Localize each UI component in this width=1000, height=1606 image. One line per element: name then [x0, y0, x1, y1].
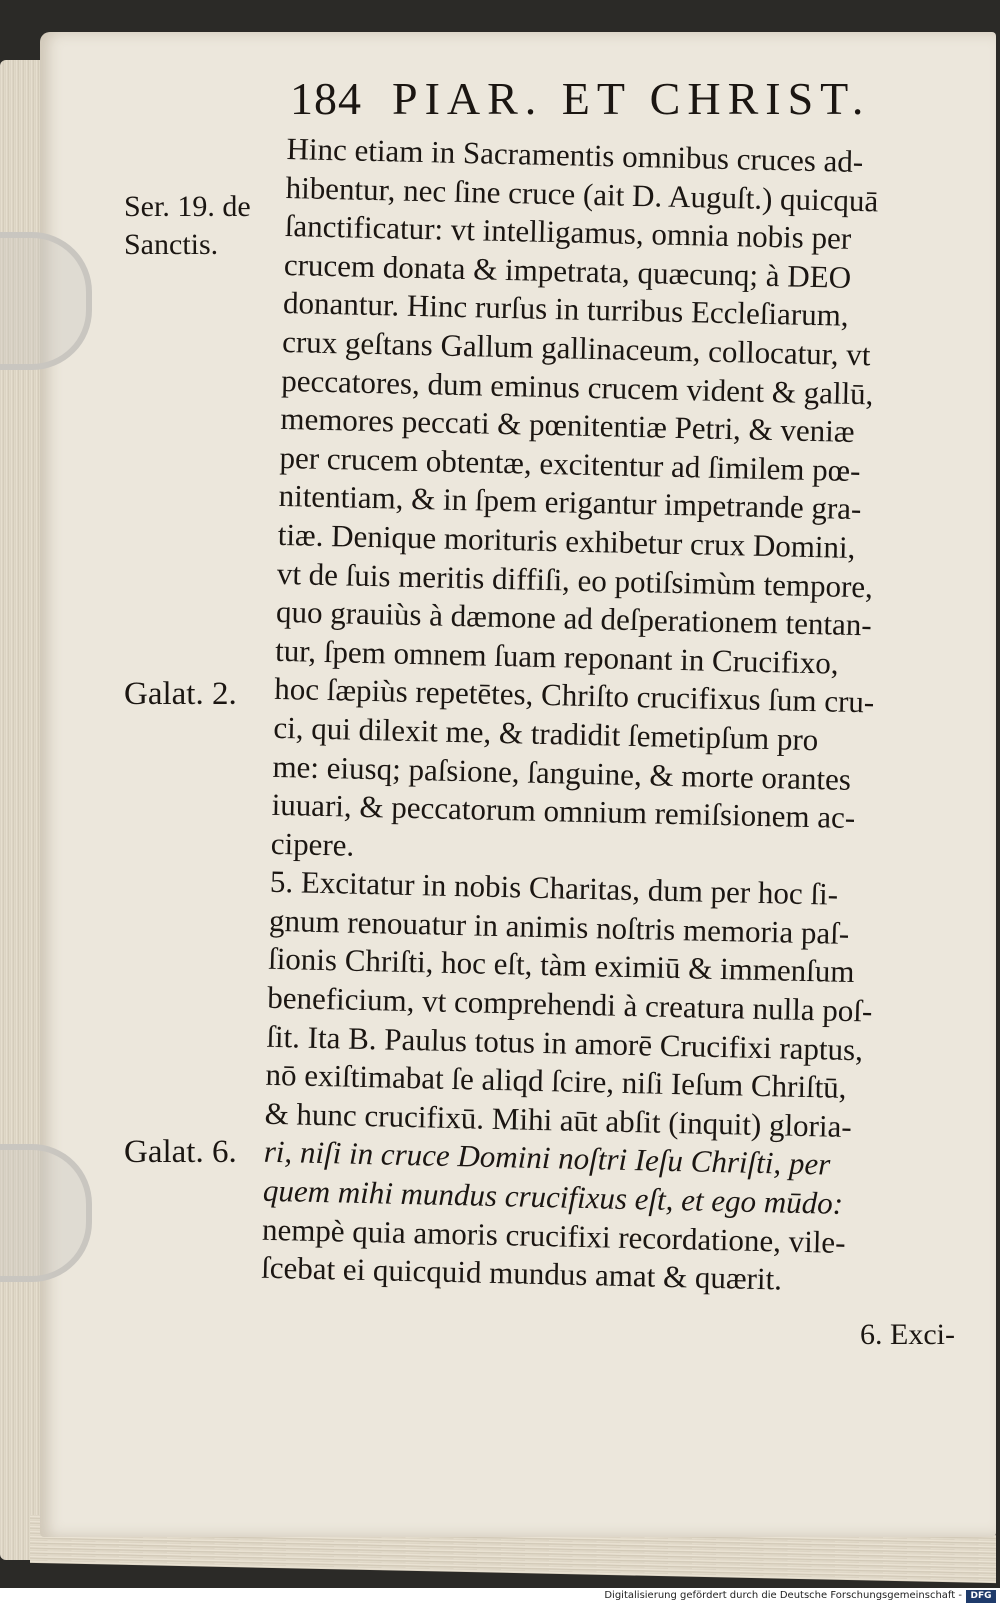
page-number: 184: [290, 73, 362, 124]
text-line-italic: quem mihi mundus crucifixus eſt, et ego mūdo:: [262, 1172, 844, 1221]
margin-note: Galat. 6.: [124, 1134, 237, 1170]
text-line: 5. Excitatur in nobis Charitas, dum per hoc ſi-: [269, 864, 839, 912]
dfg-logo: DFG: [966, 1590, 996, 1603]
text-line: iuuari, & peccatorum omnium remiſsionem ac-: [271, 786, 856, 836]
text-line: ci, qui dilexit me, & tradidit ſemetipſum pro: [273, 709, 819, 758]
margin-note: Galat. 2.: [124, 676, 237, 712]
text-line: memores peccati & pœnitentiæ Petri, & veniæ: [280, 401, 855, 450]
main-text-block: [261, 130, 977, 1303]
text-line: crux geſtans Gallum gallinaceum, collocatur, vt: [281, 323, 871, 373]
text-line: beneficium, vt comprehendi à creatura nulla poſ-: [266, 979, 873, 1029]
text-line: ſionis Chriſti, hoc eſt, tàm eximiū & immenſum: [267, 941, 855, 990]
text-line: per crucem obtentæ, excitentur ad ſimilem pœ-: [279, 439, 861, 488]
footer-credit: Digitalisierung gefördert durch die Deutsche Forschungsgemeinschaft -: [604, 1590, 962, 1601]
text-line: ſanctificatur: vt intelligamus, omnia nobis per: [284, 208, 852, 257]
margin-note: Sanctis.: [124, 228, 219, 261]
text-line: hibentur, nec ſine cruce (ait D. Auguſt.) quicquā: [285, 169, 879, 219]
text-line-italic: ri, niſi in cruce Domini noſtri Ieſu Chriſti, per: [263, 1134, 831, 1183]
text-line: ſcebat ei quicquid mundus amat & quærit.: [260, 1249, 783, 1297]
text-line: nempè quia amoris crucifixi recordatione, vile-: [261, 1211, 846, 1260]
running-title: PIAR. ET CHRIST.: [392, 73, 871, 124]
margin-note: Ser. 19. de: [124, 190, 251, 223]
text-line: vt de ſuis meritis diffiſi, eo potiſsimùm tempore,: [276, 555, 874, 604]
text-line: & hunc crucifixū. Mihi aūt abſit (inquit) gloria-: [264, 1095, 853, 1144]
text-line: crucem donata & impetrata, quæcunq; à DEO: [283, 246, 852, 295]
text-line: nitentiam, & in ſpem erigantur impetrande gra-: [278, 478, 862, 527]
running-head: [290, 72, 870, 125]
text-line: nō exiſtimabat ſe aliqd ſcire, niſi Ieſum Chriſtū,: [265, 1057, 847, 1106]
text-line: cipere.: [270, 825, 355, 863]
text-line: peccatores, dum eminus crucem vident & gallū,: [280, 362, 874, 411]
text-line: ſit. Ita B. Paulus totus in amorē Crucifixi raptus,: [266, 1018, 864, 1067]
text-line: hoc ſæpiùs repetētes, Chriſto crucifixus ſum cru-: [273, 671, 875, 720]
text-line: tur, ſpem omnem ſuam reponant in Crucifixo,: [274, 632, 839, 681]
text-line: Hinc etiam in Sacramentis omnibus cruces ad-: [286, 130, 864, 180]
catchword: 6. Exci-: [860, 1318, 955, 1351]
text-line: quo grauiùs à dæmone ad deſperationem tentan-: [275, 594, 873, 643]
text-line: gnum renouatur in animis noſtris memoria paſ-: [268, 902, 850, 951]
text-line: donantur. Hinc rurſus in turribus Eccleſiarum,: [282, 285, 849, 334]
text-line: me: eiusq; paſsione, ſanguine, & morte orantes: [272, 748, 852, 797]
text-line: tiæ. Denique morituris exhibetur crux Domini,: [277, 516, 856, 565]
